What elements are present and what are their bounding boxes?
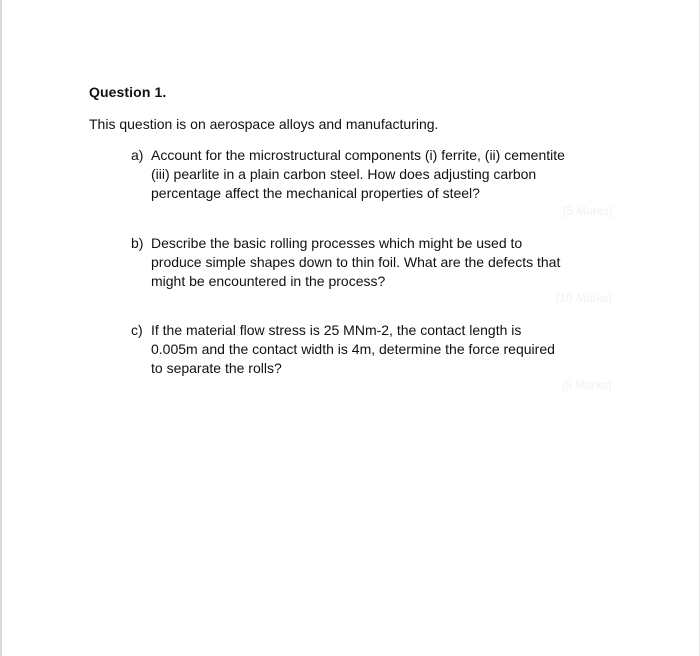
marks-label-c: [5 Marks] bbox=[562, 378, 612, 392]
part-line: Describe the basic rolling processes which might be used to bbox=[151, 235, 523, 251]
part-line: might be encountered in the process? bbox=[151, 273, 386, 289]
marks-label-a: [5 Marks] bbox=[563, 204, 613, 218]
part-letter: b) bbox=[131, 235, 144, 251]
part-line: If the material flow stress is 25 MNm-2, the contact length is bbox=[151, 322, 522, 338]
marks-label-b: [10 Marks] bbox=[556, 291, 613, 305]
question-part-b bbox=[131, 234, 591, 291]
question-part-a bbox=[131, 146, 591, 203]
part-text bbox=[151, 146, 591, 203]
part-line: (iii) pearlite in a plain carbon steel. How does adjusting carbon bbox=[151, 166, 537, 182]
part-letter: c) bbox=[131, 322, 143, 338]
part-line: 0.005m and the contact width is 4m, determine the force required bbox=[151, 341, 555, 357]
part-line: Account for the microstructural components (i) ferrite, (ii) cementite bbox=[151, 147, 565, 163]
part-line: percentage affect the mechanical properties of steel? bbox=[151, 185, 480, 201]
question-intro: This question is on aerospace alloys and manufacturing. bbox=[89, 116, 439, 132]
part-letter: a) bbox=[131, 147, 144, 163]
part-line: produce simple shapes down to thin foil. What are the defects that bbox=[151, 254, 561, 270]
question-title: Question 1. bbox=[89, 84, 167, 100]
part-text bbox=[151, 234, 591, 291]
part-line: to separate the rolls? bbox=[151, 360, 282, 376]
part-text bbox=[151, 321, 591, 378]
question-part-c bbox=[131, 321, 591, 378]
